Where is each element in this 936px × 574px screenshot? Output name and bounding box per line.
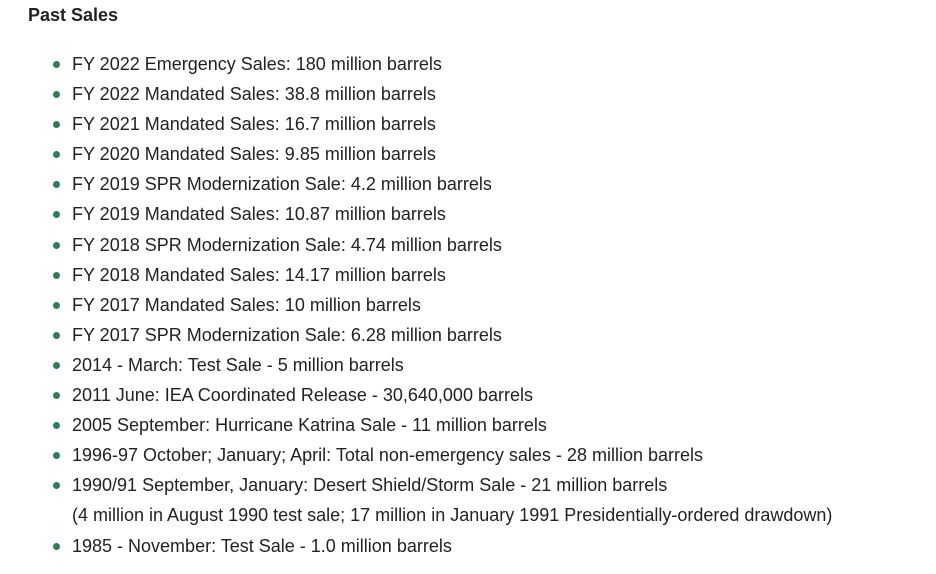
list-item-text: 2011 June: IEA Coordinated Release - 30,640,000 barrels (72, 385, 533, 406)
bullet-dot-icon (53, 332, 60, 339)
past-sales-list (0, 49, 936, 561)
list-item (0, 79, 936, 109)
bullet-dot-icon (53, 272, 60, 279)
list-item-text: 1990/91 September, January: Desert Shield/Storm Sale - 21 million barrels (72, 475, 668, 496)
bullet-dot-icon (53, 452, 60, 459)
list-item (0, 470, 936, 530)
list-item-text: 1985 - November: Test Sale - 1.0 million barrels (72, 535, 452, 556)
section-heading: Past Sales (28, 5, 119, 25)
list-item (0, 440, 936, 470)
list-item-text: FY 2017 SPR Modernization Sale: 6.28 million barrels (72, 324, 502, 345)
list-item (0, 531, 936, 561)
list-item-text: FY 2020 Mandated Sales: 9.85 million barrels (72, 144, 436, 165)
list-item-text: FY 2017 Mandated Sales: 10 million barrels (72, 294, 421, 315)
bullet-dot-icon (53, 422, 60, 429)
list-item (0, 49, 936, 79)
bullet-dot-icon (53, 61, 60, 68)
list-item (0, 169, 936, 199)
list-item-text: 1996-97 October; January; April: Total non-emergency sales - 28 million barrels (72, 445, 703, 466)
bullet-dot-icon (53, 302, 60, 309)
list-item (0, 320, 936, 350)
list-item (0, 290, 936, 320)
list-item-text: FY 2018 SPR Modernization Sale: 4.74 million barrels (72, 234, 502, 255)
bullet-dot-icon (53, 181, 60, 188)
list-item (0, 109, 936, 139)
bullet-dot-icon (53, 242, 60, 249)
bullet-dot-icon (53, 482, 60, 489)
bullet-dot-icon (53, 211, 60, 218)
list-item-subtext: (4 million in August 1990 test sale; 17 million in January 1991 Presidentially-ordered drawdown) (72, 505, 833, 526)
bullet-dot-icon (53, 392, 60, 399)
bullet-dot-icon (53, 362, 60, 369)
list-item (0, 260, 936, 290)
list-item-text: FY 2022 Emergency Sales: 180 million barrels (72, 54, 442, 74)
bullet-dot-icon (53, 121, 60, 128)
bullet-dot-icon (53, 91, 60, 98)
list-item-text: 2014 - March: Test Sale - 5 million barrels (72, 354, 404, 375)
list-item-text: FY 2019 Mandated Sales: 10.87 million barrels (72, 204, 446, 225)
list-item (0, 230, 936, 260)
list-item-text: 2005 September: Hurricane Katrina Sale - 11 million barrels (72, 415, 547, 436)
list-item (0, 350, 936, 380)
list-item-text: FY 2019 SPR Modernization Sale: 4.2 million barrels (72, 174, 492, 195)
list-item-text: FY 2021 Mandated Sales: 16.7 million barrels (72, 114, 436, 135)
bullet-dot-icon (53, 151, 60, 158)
bullet-dot-icon (53, 543, 60, 550)
list-item-text: FY 2022 Mandated Sales: 38.8 million barrels (72, 84, 436, 105)
list-item-text: FY 2018 Mandated Sales: 14.17 million barrels (72, 264, 446, 285)
list-item (0, 410, 936, 440)
list-item (0, 199, 936, 229)
list-item (0, 380, 936, 410)
list-item (0, 139, 936, 169)
